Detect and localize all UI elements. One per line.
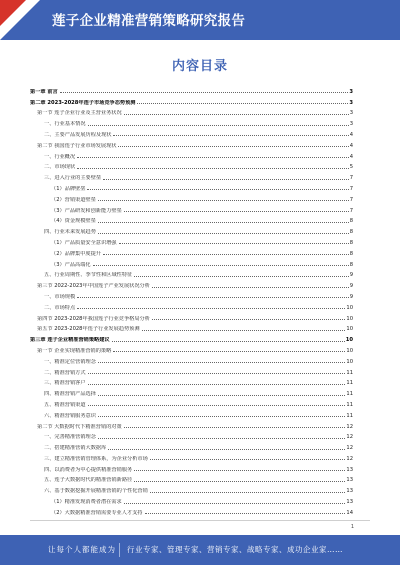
toc-entry-label: 六、基于数据挖掘开展精准营销的个性化营销 — [44, 488, 148, 495]
toc-entry-page: 3 — [349, 88, 353, 95]
toc-entry-label: 第二节 我国莲子行业市场发展现状 — [37, 142, 117, 149]
toc-entry-page: 11 — [346, 401, 353, 408]
page-number: 1 — [350, 524, 354, 530]
toc-entry-label: 四、以消费者为中心提供精准营销服务 — [44, 466, 133, 473]
toc-leader-dots — [145, 513, 346, 514]
toc-entry-page: 5 — [349, 164, 353, 171]
toc-leader-dots — [88, 125, 349, 126]
toc-leader-dots — [113, 351, 345, 352]
toc-entry-page: 9 — [349, 293, 353, 300]
toc-entry-page: 10 — [346, 358, 353, 365]
toc-entry[interactable] — [30, 289, 353, 300]
toc-entry-page: 12 — [346, 455, 353, 462]
toc-leader-dots — [142, 330, 346, 331]
toc-entry-label: 第四节 2023-2028年我国莲子行业竞争格局分析 — [37, 315, 150, 322]
toc-entry-page: 10 — [346, 315, 353, 322]
toc-entry[interactable] — [30, 322, 353, 333]
toc-entry-page: 9 — [349, 283, 353, 290]
toc-entry[interactable] — [30, 257, 353, 268]
toc-entry-label: 五、精准营销渠道 — [44, 401, 86, 408]
toc-entry-page: 8 — [349, 229, 353, 236]
toc-entry-page: 11 — [346, 380, 353, 387]
toc-leader-dots — [77, 308, 345, 309]
toc-entry[interactable] — [30, 278, 353, 289]
toc-entry[interactable] — [30, 419, 353, 430]
toc-leader-dots — [88, 405, 346, 406]
toc-entry[interactable] — [30, 311, 353, 322]
toc-leader-dots — [98, 438, 346, 439]
toc-entry-page: 8 — [349, 261, 353, 268]
toc-entry[interactable] — [30, 268, 353, 279]
toc-entry-label: 第一章 前言 — [30, 88, 58, 95]
toc-entry[interactable] — [30, 116, 353, 127]
toc-leader-dots — [98, 395, 346, 396]
toc-entry-label: 二、精准营销方式 — [44, 369, 86, 376]
toc-entry-label: 二、市场特点 — [44, 304, 76, 311]
toc-entry-page: 7 — [349, 185, 353, 192]
toc-entry[interactable] — [30, 376, 353, 387]
toc-entry-label: 五、行业周期性、季节性和区域性特征 — [44, 272, 133, 279]
toc-leader-dots — [113, 135, 348, 136]
toc-entry-label: （2）营销渠道壁垒 — [51, 196, 96, 203]
toc-entry-label: 三、建立精准营销管理体系，为企业分析市场 — [44, 455, 148, 462]
toc-entry-label: 四、行业未来发展趋势 — [44, 229, 96, 236]
toc-leader-dots — [150, 459, 346, 460]
toc-leader-dots — [118, 146, 348, 147]
toc-entry-label: 第一节 企业实现精准营销的策略 — [37, 347, 112, 354]
toc-entry[interactable] — [30, 365, 353, 376]
toc-leader-dots — [124, 503, 346, 504]
toc-leader-dots — [77, 297, 349, 298]
toc-entry[interactable] — [30, 397, 353, 408]
toc-entry[interactable] — [30, 440, 353, 451]
toc-leader-dots — [137, 103, 348, 104]
toc-leader-dots — [124, 114, 349, 115]
toc-entry-label: 二、搭建精准营销大数据库 — [44, 445, 107, 452]
toc-leader-dots — [103, 254, 349, 255]
toc-entry-label: （2）品牌集中度提升 — [51, 250, 101, 257]
footer-slogan: 让每个人都能成为 — [48, 545, 116, 554]
header-corner-red — [0, 0, 26, 26]
toc-entry-page: 8 — [349, 250, 353, 257]
toc-leader-dots — [98, 233, 349, 234]
toc-leader-dots — [98, 200, 349, 201]
toc-entry-page: 3 — [349, 121, 353, 128]
toc-entry-page: 10 — [346, 347, 353, 354]
toc-leader-dots — [119, 243, 349, 244]
toc-entry[interactable] — [30, 332, 353, 343]
toc-entry-page: 12 — [346, 445, 353, 452]
toc-leader-dots — [134, 481, 345, 482]
toc-entry-page: 13 — [346, 499, 353, 506]
toc-entry-label: 第三章 莲子企业精准营销策略建议 — [30, 337, 110, 344]
toc-leader-dots — [124, 211, 349, 212]
toc-leader-dots — [98, 416, 346, 417]
toc-entry-label: 三、精准营销客户 — [44, 380, 86, 387]
toc-entry-label: 第五节 2023-2028年莲子行业发展趋势预测 — [37, 326, 140, 333]
toc-entry-label: （1）产品质量安全意识增强 — [51, 239, 117, 246]
page-header-band — [0, 0, 400, 40]
toc-entry[interactable] — [30, 235, 353, 246]
toc-entry-page: 8 — [349, 218, 353, 225]
page-footer-band — [0, 535, 400, 565]
toc-entry-page: 4 — [349, 153, 353, 160]
report-title: 莲子企业精准营销策略研究报告 — [52, 13, 246, 29]
toc-leader-dots — [103, 179, 349, 180]
toc-entry-label: 一、完善精准营销理念 — [44, 434, 96, 441]
footer-divider — [30, 520, 370, 521]
toc-entry[interactable] — [30, 386, 353, 397]
toc-entry[interactable] — [30, 408, 353, 419]
toc-leader-dots — [87, 189, 348, 190]
toc-leader-dots — [112, 341, 345, 342]
toc-entry[interactable] — [30, 138, 353, 149]
toc-leader-dots — [134, 276, 348, 277]
toc-leader-dots — [60, 92, 349, 93]
toc-entry-label: 四、精准营销产品选择 — [44, 391, 96, 398]
toc-entry[interactable] — [30, 203, 353, 214]
toc-entry[interactable] — [30, 214, 353, 225]
toc-leader-dots — [98, 222, 349, 223]
toc-entry-label: 五、莲子大数据时代的精准营销新路径 — [44, 477, 133, 484]
toc-entry-label: （1）品牌壁垒 — [51, 185, 86, 192]
toc-entry-page: 7 — [349, 196, 353, 203]
toc-leader-dots — [108, 449, 345, 450]
toc-entry-label: 一、行业基本情况 — [44, 121, 86, 128]
toc-entry[interactable] — [30, 192, 353, 203]
toc-entry-page: 10 — [345, 337, 353, 344]
toc-entry-page: 7 — [349, 175, 353, 182]
toc-entry[interactable] — [30, 343, 353, 354]
toc-entry[interactable] — [30, 149, 353, 160]
toc-entry-page: 12 — [346, 423, 353, 430]
toc-entry-page: 7 — [349, 207, 353, 214]
toc-entry[interactable] — [30, 127, 353, 138]
toc-entry-label: （3）产品高端化 — [51, 261, 91, 268]
toc-entry-label: （1）精准发现消费者潜在需求 — [51, 499, 122, 506]
toc-entry-label: （3）产品研发和创新能力壁垒 — [51, 207, 122, 214]
table-of-contents — [30, 84, 353, 516]
toc-entry-page: 11 — [346, 391, 353, 398]
toc-entry[interactable] — [30, 354, 353, 365]
toc-entry-page: 12 — [346, 434, 353, 441]
toc-leader-dots — [88, 384, 346, 385]
toc-leader-dots — [124, 427, 346, 428]
toc-entry-page: 9 — [349, 272, 353, 279]
toc-leader-dots — [134, 470, 345, 471]
toc-entry-label: 第三节 2022-2023年中国莲子产业发展状况分析 — [37, 283, 150, 290]
toc-heading: 内容目录 — [171, 59, 228, 74]
toc-entry[interactable] — [30, 473, 353, 484]
toc-entry-page: 4 — [349, 142, 353, 149]
toc-entry[interactable] — [30, 84, 353, 95]
toc-leader-dots — [98, 362, 346, 363]
toc-entry-page: 11 — [346, 412, 353, 419]
toc-entry[interactable] — [30, 494, 353, 505]
toc-entry[interactable] — [30, 483, 353, 494]
toc-leader-dots — [88, 373, 346, 374]
toc-entry-label: 第二节 大数据时代下精准营销的对策 — [37, 423, 122, 430]
toc-entry-label: 第二章 2023-2028年莲子市场竞争态势预测 — [30, 99, 136, 106]
toc-leader-dots — [77, 157, 349, 158]
toc-leader-dots — [150, 492, 346, 493]
toc-entry-page: 3 — [349, 110, 353, 117]
toc-leader-dots — [77, 168, 349, 169]
footer-tagline: 行业专家、管理专家、营销专家、战略专家、成功企业家…… — [127, 545, 343, 554]
toc-entry-page: 10 — [346, 326, 353, 333]
toc-entry-page: 4 — [349, 131, 353, 138]
toc-entry-page: 3 — [349, 99, 353, 106]
toc-entry-page: 13 — [346, 466, 353, 473]
toc-entry[interactable] — [30, 430, 353, 441]
toc-entry-page: 13 — [346, 488, 353, 495]
toc-entry[interactable] — [30, 462, 353, 473]
toc-entry[interactable] — [30, 300, 353, 311]
toc-entry-label: （2）大数据精准营销需要专业人才支持 — [51, 509, 143, 516]
toc-entry-label: 第一节 莲子企业行业及主营业务状况 — [37, 110, 122, 117]
toc-entry-page: 13 — [346, 477, 353, 484]
toc-entry-page: 14 — [346, 509, 353, 516]
toc-entry-label: 二、市场现状 — [44, 164, 76, 171]
toc-entry-page: 11 — [346, 369, 353, 376]
toc-entry[interactable] — [30, 95, 353, 106]
toc-entry-page: 10 — [346, 304, 353, 311]
toc-entry-label: 一、市场规模 — [44, 293, 76, 300]
toc-entry[interactable] — [30, 181, 353, 192]
toc-entry-label: 二、主要产品发展历程及现状 — [44, 131, 112, 138]
toc-entry-page: 8 — [349, 239, 353, 246]
toc-entry[interactable] — [30, 106, 353, 117]
toc-entry[interactable] — [30, 451, 353, 462]
toc-entry-label: 六、精准营销服务意识 — [44, 412, 96, 419]
toc-leader-dots — [152, 319, 345, 320]
footer-separator — [119, 543, 120, 557]
toc-entry[interactable] — [30, 160, 353, 171]
toc-entry[interactable] — [30, 505, 353, 516]
toc-entry[interactable] — [30, 246, 353, 257]
toc-entry-label: （4）资金规模壁垒 — [51, 218, 96, 225]
toc-leader-dots — [152, 287, 349, 288]
toc-entry-label: 三、进入行业的主要壁垒 — [44, 175, 102, 182]
toc-entry[interactable] — [30, 170, 353, 181]
toc-entry-label: 一、行业概况 — [44, 153, 76, 160]
toc-entry-label: 一、精准定位营销理念 — [44, 358, 96, 365]
toc-entry[interactable] — [30, 224, 353, 235]
toc-leader-dots — [93, 265, 349, 266]
